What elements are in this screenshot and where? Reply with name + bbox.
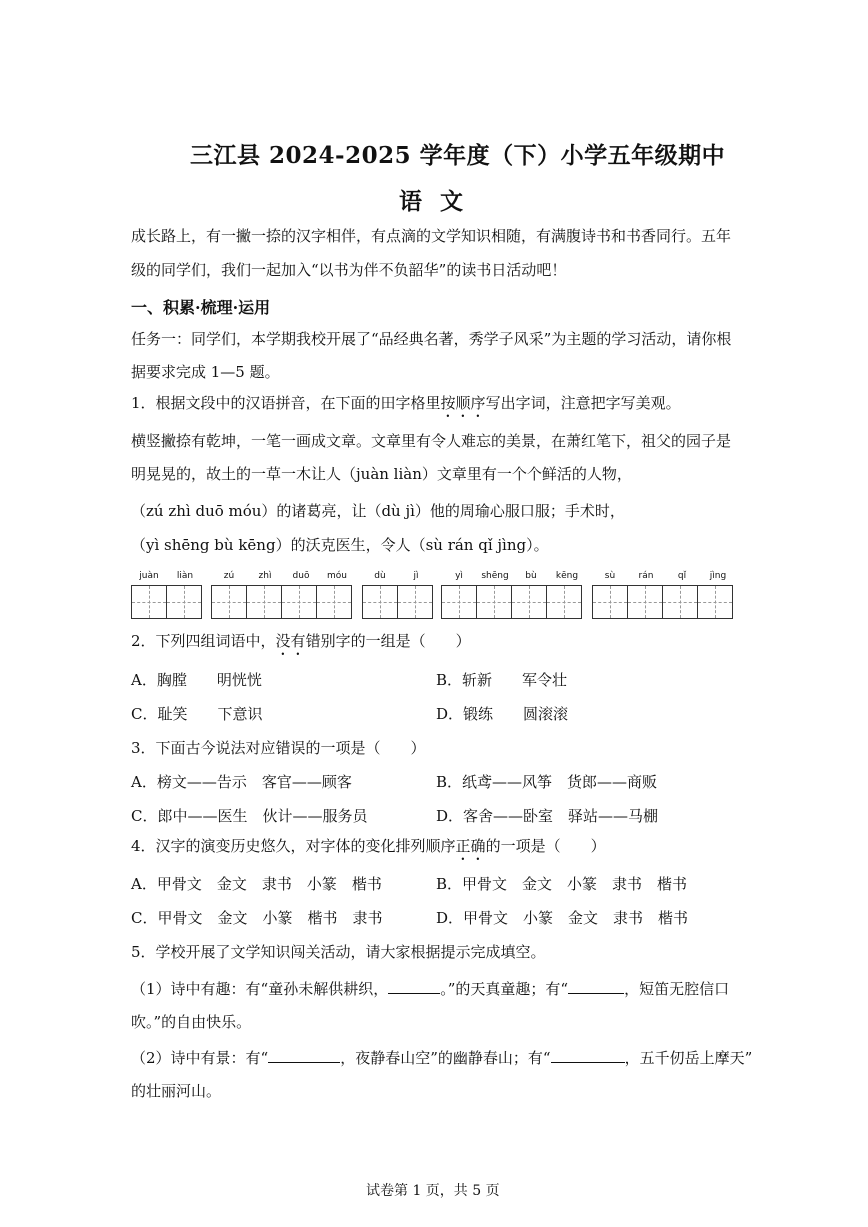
writing-cell[interactable]	[662, 585, 698, 619]
pinyin-label: dù	[374, 571, 386, 581]
q5-sub-2-line-1: （2）诗中有景：有“ ，夜静春山空”的幽静春山；有“ ，五千仞岳上摩天”	[131, 1049, 753, 1067]
fill-blank[interactable]	[268, 1047, 340, 1063]
q2-option-b[interactable]: B．斩新 军令壮	[436, 671, 568, 689]
writing-cell[interactable]	[281, 585, 317, 619]
writing-cell[interactable]	[546, 585, 582, 619]
writing-cell[interactable]	[211, 585, 247, 619]
subject-title: 语文	[399, 188, 481, 215]
section-heading: 一、积累·梳理·运用	[131, 298, 271, 317]
q3-option-d[interactable]: D．客舍——卧室 驿站——马棚	[436, 807, 659, 825]
fill-blank[interactable]	[388, 978, 440, 994]
q3-option-b[interactable]: B．纸鸢——风筝 货郎——商贩	[436, 773, 658, 791]
pinyin-label: juàn	[139, 571, 159, 581]
writing-cell[interactable]	[131, 585, 167, 619]
writing-cell[interactable]	[166, 585, 202, 619]
pinyin-label: zhì	[258, 571, 272, 581]
page-footer: 试卷第 1 页，共 5 页	[366, 1183, 500, 1199]
q5-sub-1-line-2: 吹。”的自由快乐。	[131, 1013, 252, 1031]
writing-cell[interactable]	[362, 585, 398, 619]
pinyin-label: jìng	[709, 571, 727, 581]
writing-cell[interactable]	[592, 585, 628, 619]
q3-option-c[interactable]: C．郎中——医生 伙计——服务员	[131, 807, 368, 825]
pinyin-label: sù	[604, 571, 616, 581]
question-5-stem: 5．学校开展了文学知识闯关活动，请大家根据提示完成填空。	[131, 943, 546, 961]
question-1-stem: 1．根据文段中的汉语拼音，在下面的田字格里按顺序写出字词，注意把字写美观。	[131, 394, 681, 412]
fill-blank[interactable]	[551, 1047, 625, 1063]
pinyin-label: jì	[413, 571, 419, 581]
writing-cell[interactable]	[476, 585, 512, 619]
pinyin-label: bù	[525, 571, 537, 581]
pinyin-label: liàn	[176, 571, 194, 581]
q4-option-d[interactable]: D．甲骨文 小篆 金文 隶书 楷书	[436, 909, 689, 927]
exam-title: 三江县 2024-2025 学年度（下）小学五年级期中	[190, 142, 726, 169]
q4-option-c[interactable]: C．甲骨文 金文 小篆 楷书 隶书	[131, 909, 383, 927]
writing-cell[interactable]	[511, 585, 547, 619]
pinyin-label: rán	[638, 571, 654, 581]
pinyin-label: móu	[327, 571, 347, 581]
q5-sub-1-line-1: （1）诗中有趣：有“童孙未解供耕织， 。”的天真童趣；有“ ，短笛无腔信口	[131, 980, 730, 998]
q4-option-a[interactable]: A．甲骨文 金文 隶书 小篆 楷书	[131, 875, 382, 893]
pinyin-label: duō	[292, 571, 310, 581]
intro-line-1: 成长路上，有一撇一捺的汉字相伴，有点滴的文学知识相随，有满腹诗书和书香同行。五年	[131, 227, 732, 245]
fill-blank[interactable]	[568, 978, 624, 994]
task-line-1: 任务一：同学们，本学期我校开展了“品经典名著，秀学子风采”为主题的学习活动，请你根	[131, 330, 732, 348]
q4-option-b[interactable]: B．甲骨文 金文 小篆 隶书 楷书	[436, 875, 688, 893]
pinyin-label: qǐ	[677, 571, 687, 581]
q3-option-a[interactable]: A．榜文——告示 客官——顾客	[131, 773, 352, 791]
q2-option-d[interactable]: D．锻练 圆滚滚	[436, 705, 569, 723]
pinyin-label: kēng	[555, 571, 579, 581]
writing-cell[interactable]	[441, 585, 477, 619]
writing-cell[interactable]	[397, 585, 433, 619]
writing-cell[interactable]	[316, 585, 352, 619]
passage-line-1: 横竖撇捺有乾坤，一笔一画成文章。文章里有令人难忘的美景，在萧红笔下，祖父的园子是	[131, 432, 732, 450]
question-4-stem: 4．汉字的演变历史悠久，对字体的变化排列顺序正确的一项是（ ）	[131, 837, 606, 855]
pinyin-label: zú	[223, 571, 235, 581]
pinyin-label: yì	[455, 571, 463, 581]
writing-cell[interactable]	[246, 585, 282, 619]
tianzige-grid	[131, 571, 737, 621]
passage-line-4: （yì shēng bù kēng）的沃克医生，令人（sù rán qǐ jìng）。	[131, 536, 549, 554]
emphasis-text: 按顺序	[440, 394, 486, 412]
q2-option-c[interactable]: C．耻笑 下意识	[131, 705, 263, 723]
emphasis-text: 正确	[455, 837, 486, 855]
q2-option-a[interactable]: A．胸膛 明恍恍	[131, 671, 262, 689]
intro-line-2: 级的同学们，我们一起加入“以书为伴不负韶华”的读书日活动吧！	[131, 261, 567, 279]
writing-cell[interactable]	[627, 585, 663, 619]
question-3-stem: 3．下面古今说法对应错误的一项是（ ）	[131, 739, 426, 757]
passage-line-2: 明晃晃的，故土的一草一木让人（juàn liàn）文章里有一个个鲜活的人物，	[131, 465, 632, 483]
emphasis-text: 没有	[275, 632, 306, 650]
q5-sub-2-line-2: 的壮丽河山。	[131, 1082, 222, 1100]
writing-cell[interactable]	[697, 585, 733, 619]
pinyin-label: shēng	[481, 571, 509, 581]
task-line-2: 据要求完成 1—5 题。	[131, 363, 280, 381]
passage-line-3: （zú zhì duō móu）的诸葛亮，让（dù jì）他的周瑜心服口服；手术时，	[131, 502, 625, 520]
question-2-stem: 2．下列四组词语中，没有错别字的一组是（ ）	[131, 632, 471, 650]
